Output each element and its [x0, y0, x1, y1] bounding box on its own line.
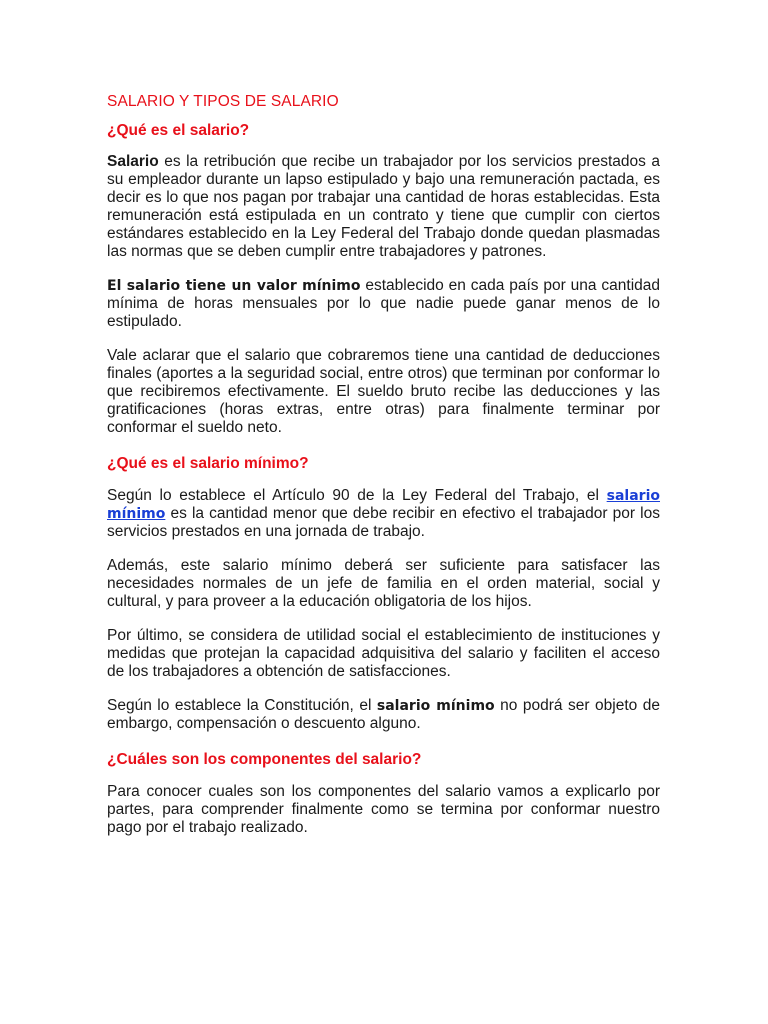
heading-que-es-salario: ¿Qué es el salario?: [107, 122, 250, 139]
document-title: SALARIO Y TIPOS DE SALARIO: [107, 93, 339, 110]
paragraph-salario-definicion: [107, 153, 660, 261]
paragraph-text: Según lo establece la Constitución, el: [107, 697, 377, 714]
paragraph-utilidad-social: Por último, se considera de utilidad social el establecimiento de instituciones y medidas que protejan la capacidad adquisitiva del salario y faciliten el acceso de los trabajadores a obtención de satisfacciones.: [107, 627, 660, 680]
paragraph-articulo-90: [107, 487, 660, 541]
bold-valor-minimo: El salario tiene un valor mínimo: [107, 278, 361, 294]
paragraph-text: Según lo establece el Artículo 90 de la Ley Federal del Trabajo, el: [107, 487, 607, 504]
paragraph-componentes: Para conocer cuales son los componentes del salario vamos a explicarlo por partes, para comprender finalmente como se termina por conformar nuestro pago por el trabajo realizado.: [107, 783, 660, 836]
paragraph-text: es la cantidad menor que debe recibir en efectivo el trabajador por los servicios prestados en una jornada de trabajo.: [107, 505, 660, 540]
paragraph-text: establecido en cada país por una cantidad mínima de horas mensuales por lo que nadie puede ganar menos de lo estipulado.: [107, 277, 661, 330]
paragraph-text: es la retribución que recibe un trabajador por los servicios prestados a su empleador durante un lapso estipulado y bajo una remuneración pactada, es decir es lo que nos pagan por trabajar una cantidad de horas establecidas. Esta remuneración está estipulada en un contrato y tiene que cumplir con ciertos estándares establecido en la Ley Federal del Trabajo donde quedan plasmadas las normas que se deben cumplir entre trabajadores y patrones.: [107, 153, 660, 260]
heading-componentes: ¿Cuáles son los componentes del salario?: [107, 751, 422, 768]
heading-salario-minimo: ¿Qué es el salario mínimo?: [107, 455, 309, 472]
bold-salario: Salario: [107, 153, 159, 170]
paragraph-necesidades: Además, este salario mínimo deberá ser suficiente para satisfacer las necesidades normales de un jefe de familia en el orden material, social y cultural, y para proveer a la educación obligatoria de los hijos.: [107, 557, 660, 610]
paragraph-constitucion: [107, 697, 660, 733]
salario-minimo-link[interactable]: salario mínimo: [107, 488, 660, 522]
paragraph-text: no podrá ser objeto de embargo, compensación o descuento alguno.: [107, 697, 660, 732]
bold-salario-minimo: salario mínimo: [376, 698, 495, 714]
paragraph-deducciones: Vale aclarar que el salario que cobraremos tiene una cantidad de deducciones finales (aportes a la seguridad social, entre otros) que terminan por conformar lo que recibiremos efectivamente. El sueldo bruto recibe las deducciones y las gratificaciones (horas extras, entre otras) para finalmente terminar por conformar el sueldo neto.: [107, 347, 660, 436]
paragraph-valor-minimo: [107, 277, 660, 331]
